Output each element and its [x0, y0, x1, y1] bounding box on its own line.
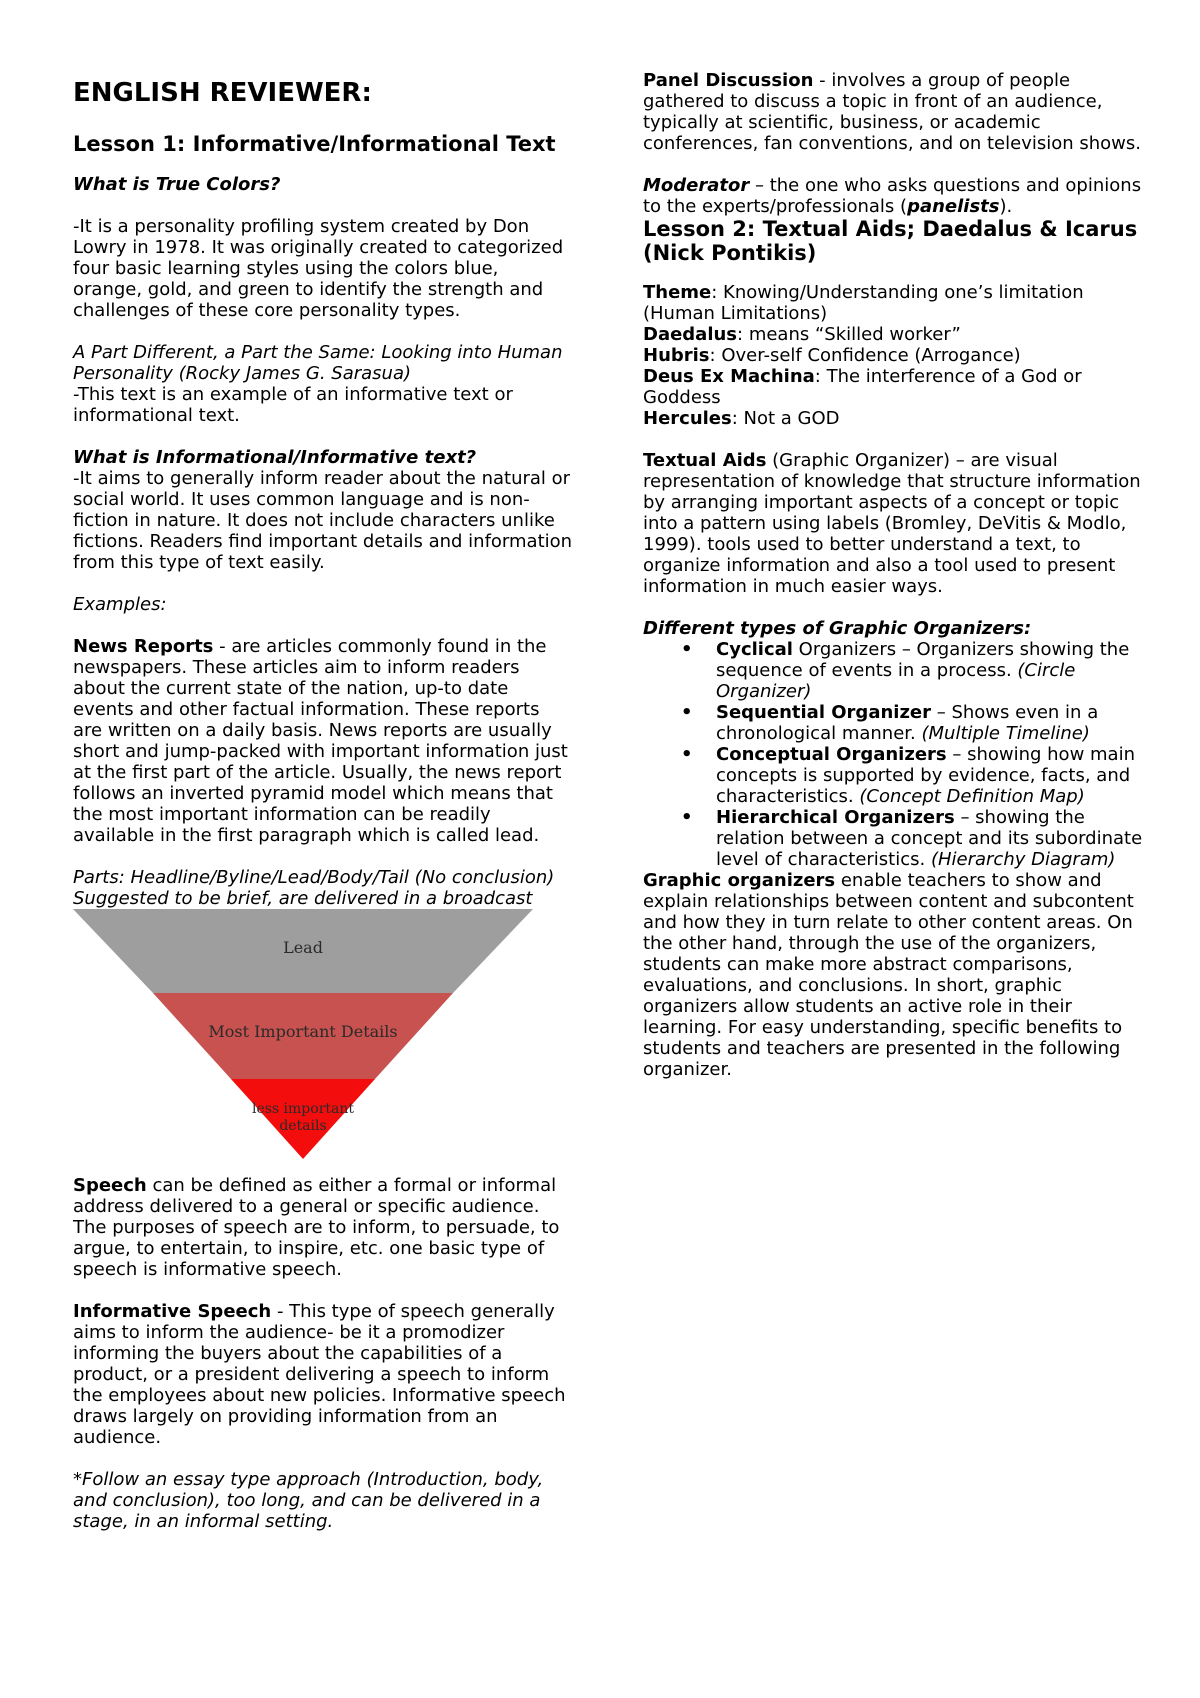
organizer-example: (Concept Definition Map) [859, 786, 1085, 807]
true-colors-answer: -It is a personality profiling system created by Don Lowry in 1978. It was originally created to categorized four basic learning styles using the colors blue, orange, gold, and green to identify the strength and challenges of these core personality types. [73, 216, 564, 321]
spacer [643, 429, 1143, 450]
organizer-description: – showing how main concepts is supported by evidence, facts, and characteristics. [716, 744, 1135, 807]
spacer [73, 846, 573, 867]
hubris-term: Hubris [643, 345, 710, 366]
hercules-line [643, 408, 1143, 429]
spacer [73, 108, 573, 132]
daedalus-definition: : means “Skilled worker” [737, 324, 961, 345]
spacer [73, 321, 573, 342]
hubris-definition: : Over-self Confidence (Arrogance) [709, 345, 1021, 366]
theme-definition: : Knowing/Understanding one’s limitation (Human Limitations) [643, 282, 1084, 324]
informative-speech-paragraph [73, 1301, 573, 1448]
list-item [643, 744, 1143, 807]
textual-aids-definition: (Graphic Organizer) – are visual representation of knowledge that structure information by arranging important aspects of a concept or topic into a pattern using labels (Bromley, DeVitis & Modlo, 1999). tools used to better understand a text, to organize information and also a tool used to present information in much easier ways. [643, 450, 1141, 597]
spacer [73, 615, 573, 636]
graphic-organizers-term: Graphic organizers [643, 870, 836, 891]
organizer-types-heading: Different types of Graphic Organizers: [643, 618, 1032, 639]
textual-aids-paragraph [643, 450, 1143, 597]
informative-text-question: What is Informational/Informative text? [73, 447, 477, 468]
news-parts-line: Parts: Headline/Byline/Lead/Body/Tail (No conclusion) [73, 867, 555, 888]
spacer [643, 154, 1143, 175]
essay-approach-note: *Follow an essay type approach (Introduction, body, and conclusion), too long, and can be delivered in a stage, in an informal setting. [73, 1469, 544, 1532]
true-colors-question: What is True Colors? [73, 174, 281, 195]
hercules-definition: : Not a GOD [731, 408, 840, 429]
news-brief-line: Suggested to be brief, are delivered in a broadcast [73, 888, 533, 909]
informative-speech-definition: - This type of speech generally aims to inform the audience- be it a promodizer informing the buyers about the capabilities of a product, or a president delivering a speech to inform the employees about new policies. Informative speech draws largely on providing information from an audience. [73, 1301, 566, 1448]
inverted-pyramid-diagram [73, 909, 533, 1171]
bullet-icon: • [681, 702, 693, 723]
panel-discussion-paragraph [643, 70, 1143, 154]
bullet-icon: • [681, 807, 693, 828]
informative-text-answer: -It aims to generally inform reader about the natural or social world. It uses common language and is non-fiction in nature. It does not include characters unlike fictions. Readers find important details and information from this type of text easily. [73, 468, 573, 573]
organizer-example: (Multiple Timeline) [921, 723, 1090, 744]
bullet-icon: • [681, 744, 693, 765]
organizer-description: – showing the relation between a concept and its subordinate level of characteristics. [716, 807, 1143, 870]
part-different-title: A Part Different, a Part the Same: Looking into Human Personality (Rocky James G. Sarasua) [73, 342, 563, 384]
spacer [643, 597, 1143, 618]
daedalus-term: Daedalus [643, 324, 738, 345]
spacer [73, 1280, 573, 1301]
moderator-definition: – the one who asks questions and opinions to the experts/professionals ( [643, 175, 1142, 217]
news-reports-term: News Reports [73, 636, 214, 657]
graphic-organizers-paragraph [643, 870, 1143, 1080]
list-item [643, 639, 1143, 702]
organizer-term: Cyclical [716, 639, 793, 660]
bullet-icon: • [681, 639, 693, 660]
news-reports-paragraph [73, 636, 573, 846]
spacer [73, 195, 573, 216]
part-different-desc: -This text is an example of an informative text or informational text. [73, 384, 513, 426]
panel-discussion-term: Panel Discussion [643, 70, 814, 91]
moderator-term: Moderator [643, 175, 750, 196]
news-reports-definition: - are articles commonly found in the newspapers. These articles aim to inform readers about the current state of the nation, up-to date events and other factual information. These reports are written on a daily basis. News reports are usually short and jump-packed with important information just at the first part of the article. Usually, the news report follows an inverted pyramid model which means that the most important information can be readily available in the first paragraph which is called lead. [73, 636, 568, 846]
list-item [643, 807, 1143, 870]
spacer [73, 1448, 573, 1469]
left-column [73, 70, 573, 1532]
organizer-example: (Hierarchy Diagram) [930, 849, 1116, 870]
organizer-term: Sequential Organizer [716, 702, 932, 723]
daedalus-line [643, 324, 1143, 345]
theme-line [643, 282, 1143, 324]
spacer [73, 157, 573, 174]
pyramid-bottom-label-2: details [279, 1118, 327, 1134]
speech-term: Speech [73, 1175, 147, 1196]
spacer [73, 573, 573, 594]
speech-definition: can be defined as either a formal or informal address delivered to a general or specific audience. The purposes of speech are to inform, to persuade, to argue, to entertain, to inspire, etc. one basic type of speech is informative speech. [73, 1175, 560, 1280]
spacer [643, 265, 1143, 282]
graphic-organizers-definition: enable teachers to show and explain relationships between content and subcontent and how they in turn relate to other content areas. On the other hand, through the use of the organizers, students can make more abstract comparisons, evaluations, and conclusions. In short, graphic organizers allow students an active role in their learning. For easy understanding, specific benefits to students and teachers are presented in the following organizer. [643, 870, 1134, 1080]
moderator-paragraph [643, 175, 1143, 217]
organizer-description: Organizers – Organizers showing the sequence of events in a process. [716, 639, 1130, 681]
organizer-term: Hierarchical Organizers [716, 807, 955, 828]
deus-ex-machina-line [643, 366, 1143, 408]
deus-ex-machina-definition: : The interference of a God or Goddess [643, 366, 1082, 408]
theme-term: Theme [643, 282, 712, 303]
deus-ex-machina-term: Deus Ex Machina [643, 366, 815, 387]
right-column [643, 70, 1143, 1080]
hercules-term: Hercules [643, 408, 732, 429]
pyramid-lead-label: Lead [283, 938, 323, 957]
page-title: ENGLISH REVIEWER: [73, 78, 372, 108]
pyramid-bottom-label-1: less important [251, 1101, 355, 1117]
informative-speech-term: Informative Speech [73, 1301, 272, 1322]
speech-paragraph [73, 1175, 573, 1280]
list-item [643, 702, 1143, 744]
panelists-term: panelists [907, 196, 1000, 217]
hubris-line [643, 345, 1143, 366]
organizer-description: – Shows even in a chronological manner. [716, 702, 1099, 744]
panel-discussion-definition: - involves a group of people gathered to discuss a topic in front of an audience, typically at scientific, business, or academic conferences, fan conventions, and on television shows. [643, 70, 1141, 154]
moderator-end: ). [999, 196, 1013, 217]
pyramid-middle-label: Most Important Details [208, 1022, 398, 1041]
lesson2-heading: Lesson 2: Textual Aids; Daedalus & Icarus (Nick Pontikis) [643, 217, 1138, 265]
organizer-term: Conceptual Organizers [716, 744, 947, 765]
organizer-types-list [643, 639, 1143, 870]
organizer-example: (Circle Organizer) [716, 660, 1076, 702]
lesson1-heading: Lesson 1: Informative/Informational Text [73, 132, 556, 156]
examples-label: Examples: [73, 594, 167, 615]
spacer [73, 426, 573, 447]
textual-aids-term: Textual Aids [643, 450, 767, 471]
